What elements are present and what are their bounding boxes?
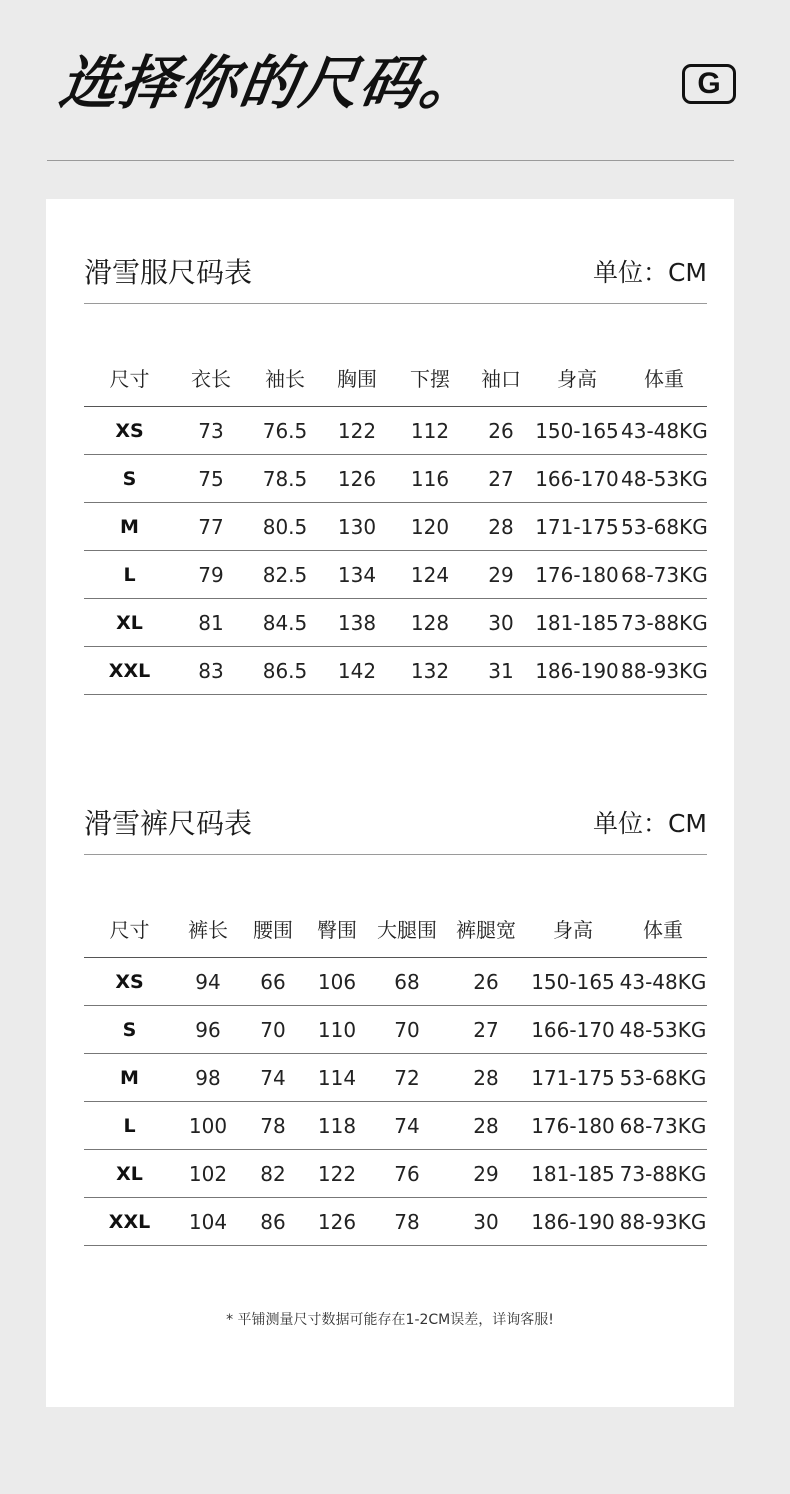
table-cell: 73 (175, 407, 247, 455)
table-cell: 112 (391, 407, 469, 455)
table-cell: 122 (323, 407, 391, 455)
column-header: 下摆 (391, 348, 469, 407)
brand-logo (682, 64, 736, 104)
table-cell: 118 (305, 1102, 369, 1150)
table-cell: 86.5 (247, 647, 323, 695)
table-cell: 76 (369, 1150, 445, 1198)
jacket-unit-label: 单位：CM (592, 258, 707, 287)
table-cell: 130 (323, 503, 391, 551)
table-row (84, 599, 707, 647)
table-cell: 98 (175, 1054, 241, 1102)
table-cell: 29 (445, 1150, 527, 1198)
column-header: 身高 (527, 899, 619, 958)
table-cell: 142 (323, 647, 391, 695)
table-cell: 176-180 (527, 1102, 619, 1150)
table-cell: 28 (469, 503, 533, 551)
table-cell: 79 (175, 551, 247, 599)
table-header-row (84, 899, 707, 958)
table-cell: 106 (305, 958, 369, 1006)
pants-section-title: 滑雪裤尺码表 (84, 807, 253, 840)
jacket-size-table (84, 348, 707, 695)
table-cell: 83 (175, 647, 247, 695)
table-cell: 78.5 (247, 455, 323, 503)
table-row (84, 551, 707, 599)
table-cell: 126 (305, 1198, 369, 1246)
table-cell: 100 (175, 1102, 241, 1150)
table-row (84, 1150, 707, 1198)
table-cell: 94 (175, 958, 241, 1006)
table-row (84, 455, 707, 503)
table-cell: 104 (175, 1198, 241, 1246)
table-cell: 138 (323, 599, 391, 647)
table-cell: 124 (391, 551, 469, 599)
brand-logo-letter: G (697, 67, 721, 100)
column-header: 裤腿宽 (445, 899, 527, 958)
table-cell: 88-93KG (619, 1198, 707, 1246)
table-cell: 28 (445, 1102, 527, 1150)
table-cell: 86 (241, 1198, 305, 1246)
column-header: 尺寸 (84, 899, 175, 958)
table-cell: 68-73KG (621, 551, 707, 599)
table-row (84, 1198, 707, 1246)
table-cell: 27 (445, 1006, 527, 1054)
table-row (84, 647, 707, 695)
size-cell: XS (84, 958, 175, 1006)
table-row (84, 1054, 707, 1102)
column-header: 衣长 (175, 348, 247, 407)
table-cell: 126 (323, 455, 391, 503)
size-cell: XL (84, 599, 175, 647)
table-cell: 88-93KG (621, 647, 707, 695)
table-cell: 81 (175, 599, 247, 647)
column-header: 裤长 (175, 899, 241, 958)
jacket-section-title: 滑雪服尺码表 (84, 256, 253, 289)
table-cell: 53-68KG (621, 503, 707, 551)
size-cell: S (84, 455, 175, 503)
table-cell: 74 (369, 1102, 445, 1150)
table-cell: 73-88KG (621, 599, 707, 647)
table-cell: 102 (175, 1150, 241, 1198)
table-cell: 68 (369, 958, 445, 1006)
table-cell: 26 (469, 407, 533, 455)
table-cell: 166-170 (533, 455, 621, 503)
table-cell: 110 (305, 1006, 369, 1054)
table-cell: 43-48KG (621, 407, 707, 455)
table-cell: 26 (445, 958, 527, 1006)
table-cell: 134 (323, 551, 391, 599)
size-cell: XL (84, 1150, 175, 1198)
table-cell: 76.5 (247, 407, 323, 455)
column-header: 尺寸 (84, 348, 175, 407)
table-cell: 29 (469, 551, 533, 599)
size-cell: XXL (84, 1198, 175, 1246)
table-cell: 30 (445, 1198, 527, 1246)
table-row (84, 958, 707, 1006)
table-cell: 114 (305, 1054, 369, 1102)
column-header: 腰围 (241, 899, 305, 958)
table-cell: 73-88KG (619, 1150, 707, 1198)
table-cell: 82 (241, 1150, 305, 1198)
column-header: 臀围 (305, 899, 369, 958)
size-cell: M (84, 503, 175, 551)
table-cell: 78 (369, 1198, 445, 1246)
table-cell: 72 (369, 1054, 445, 1102)
table-cell: 171-175 (527, 1054, 619, 1102)
table-cell: 70 (241, 1006, 305, 1054)
pants-unit-label: 单位：CM (592, 809, 707, 838)
table-row (84, 1102, 707, 1150)
table-cell: 120 (391, 503, 469, 551)
header-divider (47, 160, 734, 161)
table-cell: 150-165 (527, 958, 619, 1006)
size-cell: M (84, 1054, 175, 1102)
measurement-footnote: * 平铺测量尺寸数据可能存在1-2CM误差，详询客服! (226, 1312, 554, 1328)
table-cell: 84.5 (247, 599, 323, 647)
table-cell: 128 (391, 599, 469, 647)
table-cell: 122 (305, 1150, 369, 1198)
table-row (84, 407, 707, 455)
column-header: 体重 (619, 899, 707, 958)
table-cell: 48-53KG (621, 455, 707, 503)
table-cell: 77 (175, 503, 247, 551)
table-cell: 66 (241, 958, 305, 1006)
table-cell: 28 (445, 1054, 527, 1102)
table-cell: 176-180 (533, 551, 621, 599)
size-cell: XS (84, 407, 175, 455)
jacket-size-section (84, 249, 707, 695)
column-header: 袖长 (247, 348, 323, 407)
table-row (84, 1006, 707, 1054)
column-header: 袖口 (469, 348, 533, 407)
size-cell: XXL (84, 647, 175, 695)
column-header: 体重 (621, 348, 707, 407)
table-cell: 78 (241, 1102, 305, 1150)
table-header-row (84, 348, 707, 407)
size-chart-card (46, 199, 734, 1407)
table-cell: 116 (391, 455, 469, 503)
table-cell: 96 (175, 1006, 241, 1054)
table-cell: 68-73KG (619, 1102, 707, 1150)
table-cell: 31 (469, 647, 533, 695)
table-cell: 171-175 (533, 503, 621, 551)
table-row (84, 503, 707, 551)
size-cell: L (84, 551, 175, 599)
column-header: 身高 (533, 348, 621, 407)
page-title: 选择你的尺码。 (55, 49, 485, 117)
table-cell: 82.5 (247, 551, 323, 599)
table-cell: 186-190 (533, 647, 621, 695)
table-cell: 132 (391, 647, 469, 695)
table-cell: 75 (175, 455, 247, 503)
size-cell: L (84, 1102, 175, 1150)
pants-size-table (84, 899, 707, 1246)
table-cell: 80.5 (247, 503, 323, 551)
table-cell: 27 (469, 455, 533, 503)
table-cell: 166-170 (527, 1006, 619, 1054)
size-cell: S (84, 1006, 175, 1054)
pants-section-header (84, 800, 707, 855)
column-header: 大腿围 (369, 899, 445, 958)
table-cell: 181-185 (527, 1150, 619, 1198)
jacket-section-header (84, 249, 707, 304)
table-cell: 186-190 (527, 1198, 619, 1246)
table-cell: 181-185 (533, 599, 621, 647)
table-cell: 53-68KG (619, 1054, 707, 1102)
table-cell: 43-48KG (619, 958, 707, 1006)
table-cell: 48-53KG (619, 1006, 707, 1054)
column-header: 胸围 (323, 348, 391, 407)
pants-size-section (84, 800, 707, 1246)
table-cell: 150-165 (533, 407, 621, 455)
table-cell: 70 (369, 1006, 445, 1054)
table-cell: 74 (241, 1054, 305, 1102)
table-cell: 30 (469, 599, 533, 647)
